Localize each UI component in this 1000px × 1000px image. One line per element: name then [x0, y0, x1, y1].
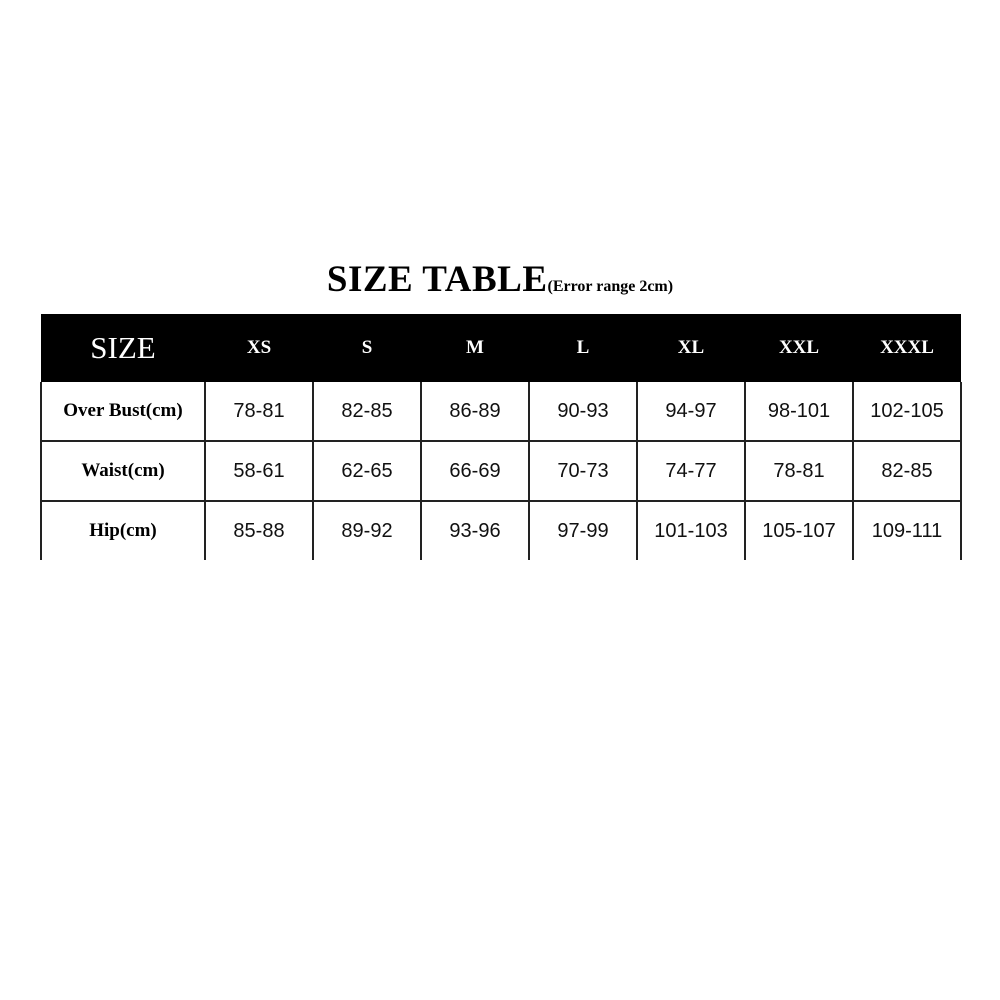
table-cell: 97-99 — [529, 501, 637, 560]
table-cell: 70-73 — [529, 441, 637, 501]
table-cell: 94-97 — [637, 382, 745, 441]
table-cell: 93-96 — [421, 501, 529, 560]
table-cell: 62-65 — [313, 441, 421, 501]
table-row-over-bust — [41, 382, 961, 441]
row-label-over-bust: Over Bust(cm) — [41, 382, 205, 441]
table-cell: 90-93 — [529, 382, 637, 441]
table-cell: 102-105 — [853, 382, 961, 441]
title-main-text: SIZE TABLE — [326, 259, 548, 300]
table-cell: 109-111 — [853, 501, 961, 560]
table-cell: 78-81 — [745, 441, 853, 501]
size-chart-table — [40, 314, 962, 560]
table-cell: 86-89 — [421, 382, 529, 441]
header-size-s: S — [313, 314, 421, 382]
table-cell: 66-69 — [421, 441, 529, 501]
table-cell: 82-85 — [313, 382, 421, 441]
table-cell: 74-77 — [637, 441, 745, 501]
row-label-waist: Waist(cm) — [41, 441, 205, 501]
header-row — [41, 314, 961, 382]
header-size-l: L — [529, 314, 637, 382]
table-cell: 98-101 — [745, 382, 853, 441]
table-cell: 105-107 — [745, 501, 853, 560]
table-cell: 89-92 — [313, 501, 421, 560]
table-cell: 78-81 — [205, 382, 313, 441]
header-size-m: M — [421, 314, 529, 382]
row-label-hip: Hip(cm) — [41, 501, 205, 560]
table-cell: 82-85 — [853, 441, 961, 501]
header-size-xxxl: XXXL — [853, 314, 961, 382]
header-size-xxl: XXL — [745, 314, 853, 382]
table-cell: 58-61 — [205, 441, 313, 501]
header-size-xs: XS — [205, 314, 313, 382]
title-error-note: (Error range 2cm) — [547, 278, 674, 295]
header-size-label: SIZE — [41, 314, 205, 382]
table-cell: 85-88 — [205, 501, 313, 560]
size-table-title — [0, 258, 1000, 301]
table-row-waist — [41, 441, 961, 501]
table-row-hip — [41, 501, 961, 560]
table-cell: 101-103 — [637, 501, 745, 560]
header-size-xl: XL — [637, 314, 745, 382]
